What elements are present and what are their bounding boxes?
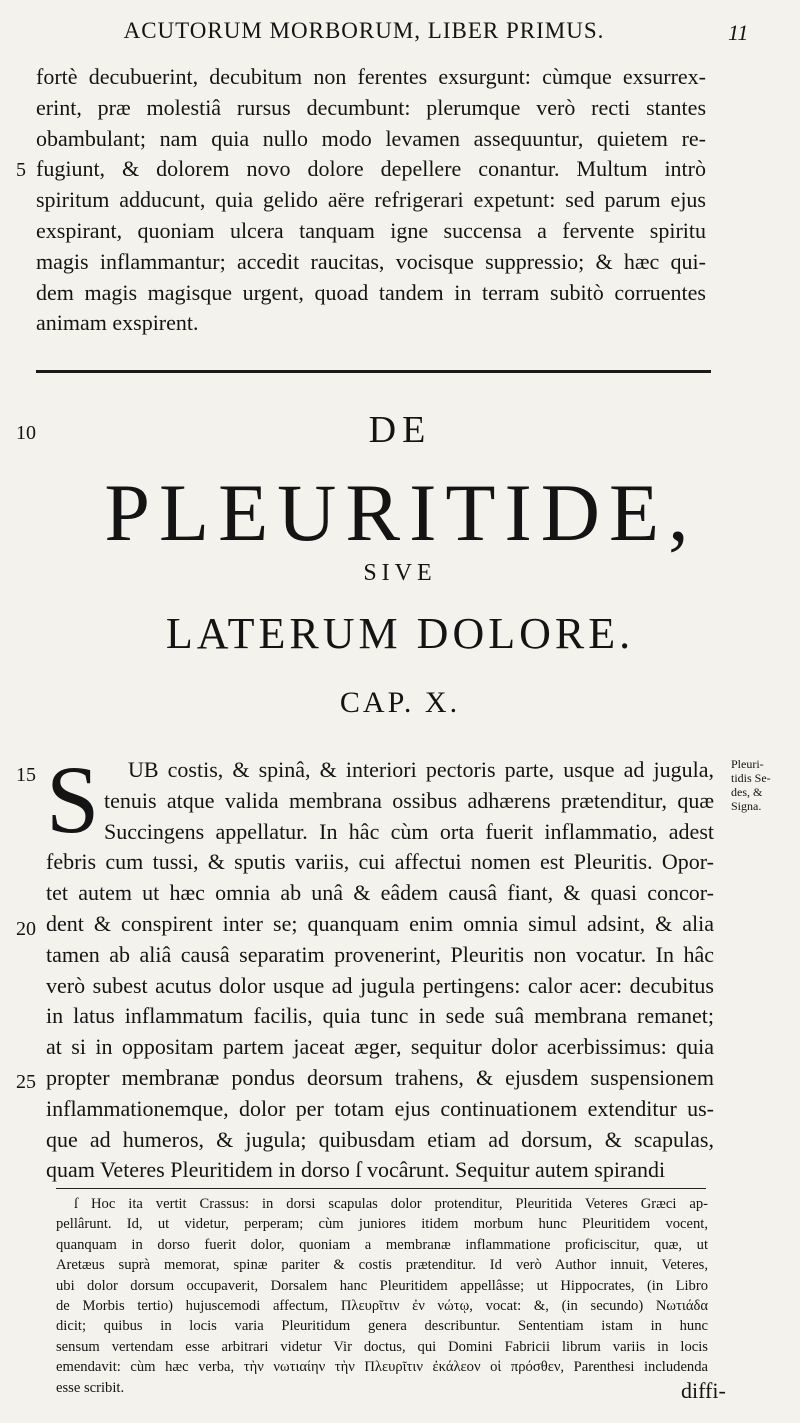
chapter-title-main: PLEURITIDE, [104, 467, 698, 558]
footnote-line: emendavit: cùm hæc verba, τὴν νωτιαίην τὴν Πλευρῖτιν ἐκάλεον οἱ πρόσθεν, Parenthesi includenda [56, 1359, 708, 1376]
chapter-title-sive: SIVE [363, 560, 437, 586]
footnote-line: quanquam in dorso fuerit dolor, quoniam a membranæ inflammatione proficiscitur, quæ, ut [56, 1236, 708, 1253]
footnote-line: pellârunt. Id, ut videtur, perperam; cùm juniores itidem morbum hunc Pleuritidem vocent, [56, 1216, 708, 1233]
text-line: dem magis magisque urgent, quoad tandem in terram subitò corruentes [36, 279, 706, 305]
catchword: diffi- [681, 1378, 726, 1403]
footnote-line: dicit; quibus in locis varia Pleuritidum genera describuntur. Sententiam istam in hunc [56, 1318, 708, 1335]
footnote-line: esse scribit. [56, 1379, 125, 1396]
opening-paragraph [36, 62, 706, 339]
text-line: propter membranæ pondus deorsum trahens, & ejusdem suspensionem [46, 1064, 714, 1090]
line-number: 10 [16, 422, 36, 444]
footnote-line: ſ Hoc ita vertit Crassus: in dorsi scapulas dolor protenditur, Pleuritida Veteres Græci ap- [74, 1196, 708, 1212]
chapter-subtitle: LATERUM DOLORE. [165, 609, 635, 658]
chapter-title-de: DE [368, 409, 432, 451]
text-line: obambulant; nam quia nullo modo levamen assequuntur, quietem re- [36, 125, 706, 151]
footnote-rule [56, 1188, 706, 1189]
text-line: fugiunt, & dolorem novo dolore depellere conantur. Multum intrò [36, 156, 706, 182]
text-line: magis inflammantur; accedit raucitas, vocisque suppressio; & hæc qui- [36, 248, 706, 274]
section-rule [36, 370, 711, 373]
text-line: verò subest acutus dolor usque ad jugula pertingens: calor acer: decubitus [46, 972, 714, 998]
text-line: erint, præ molestiâ rursus decumbunt: plerumque verò recti stantes [36, 94, 706, 120]
text-line: tenuis atque valida membrana ossibus adhærens prætenditur, quæ [104, 787, 714, 813]
text-line: at si in oppositam partem jaceat æger, sequitur dolor acerbissimus: quia [46, 1034, 714, 1060]
footnote-line: ubi dolor dorsum occupaverit, Dorsalem hanc Pleuritidem appellâsse; ut Hippocrates, (in Libro [56, 1277, 708, 1294]
footnote-line: de Morbis tertio) hujuscemodi affectum, Πλευρῖτιν ἐν νώτῳ, vocat: &, (in secundo) Νωτιάδα [56, 1297, 708, 1314]
running-title: ACUTORUM MORBORUM, LIBER PRIMUS. [123, 18, 605, 43]
line-number: 25 [16, 1071, 36, 1093]
page-number: 11 [728, 20, 749, 45]
text-line: animam exspirent. [36, 310, 199, 336]
text-line: spiritum adducunt, quia gelido aëre refrigerari expetunt: sed parum ejus [36, 187, 706, 213]
text-line: tet autem ut hæc omnia ab unâ & eâdem causâ fiant, & quasi concor- [46, 880, 714, 906]
margin-note: Pleuri- tidis Se- des, & Signa. [731, 757, 771, 813]
line-number: 15 [16, 764, 36, 786]
footnote-line: Aretæus suprà memorat, spinæ pariter & costis prætenditur. Id verò Author innuit, Veteres, [56, 1257, 708, 1274]
text-line: exspirant, quoniam ulcera tanquam igne succensa a fervente spiritu [36, 217, 706, 243]
chapter-number: CAP. X. [339, 686, 461, 719]
text-line: quam Veteres Pleuritidem in dorso ſ vocârunt. Sequitur autem spirandi [46, 1157, 666, 1183]
text-line: dent & conspirent inter se; quanquam enim omnia simul adsint, & alia [46, 910, 714, 936]
text-line: febris cum tussi, & sputis variis, cui affectui nomen est Pleuritis. Opor- [46, 849, 714, 875]
drop-cap: S [46, 746, 100, 853]
text-line: UB costis, & spinâ, & interiori pectoris parte, usque ad jugula, [128, 757, 714, 782]
text-line: tamen ab aliâ causâ separatim provenerint, Pleuritis non vocatur. In hâc [46, 941, 714, 967]
chapter-paragraph [36, 755, 714, 1186]
text-line: inflammationemque, dolor per totam ejus continuationem extenditur us- [46, 1095, 714, 1121]
text-line: fortè decubuerint, decubitum non ferentes exsurgunt: cùmque exsurrex- [36, 64, 706, 89]
line-number: 5 [16, 159, 26, 181]
text-line: in latus inflammatum facilis, quia tunc in sede suâ membrana remanet; [46, 1003, 714, 1029]
line-number: 20 [16, 918, 36, 940]
text-line: Succingens appellatur. In hâc cùm orta fuerit inflammatio, adest [104, 818, 714, 844]
text-line: que ad humeros, & jugula; quibusdam etiam ad dorsum, & scapulas, [46, 1126, 714, 1152]
footnote-line: sensum vertendam esse arbitrari videtur Vir doctus, qui Domini Fabricii librum variis in locis [56, 1338, 708, 1355]
footnote [56, 1194, 708, 1398]
